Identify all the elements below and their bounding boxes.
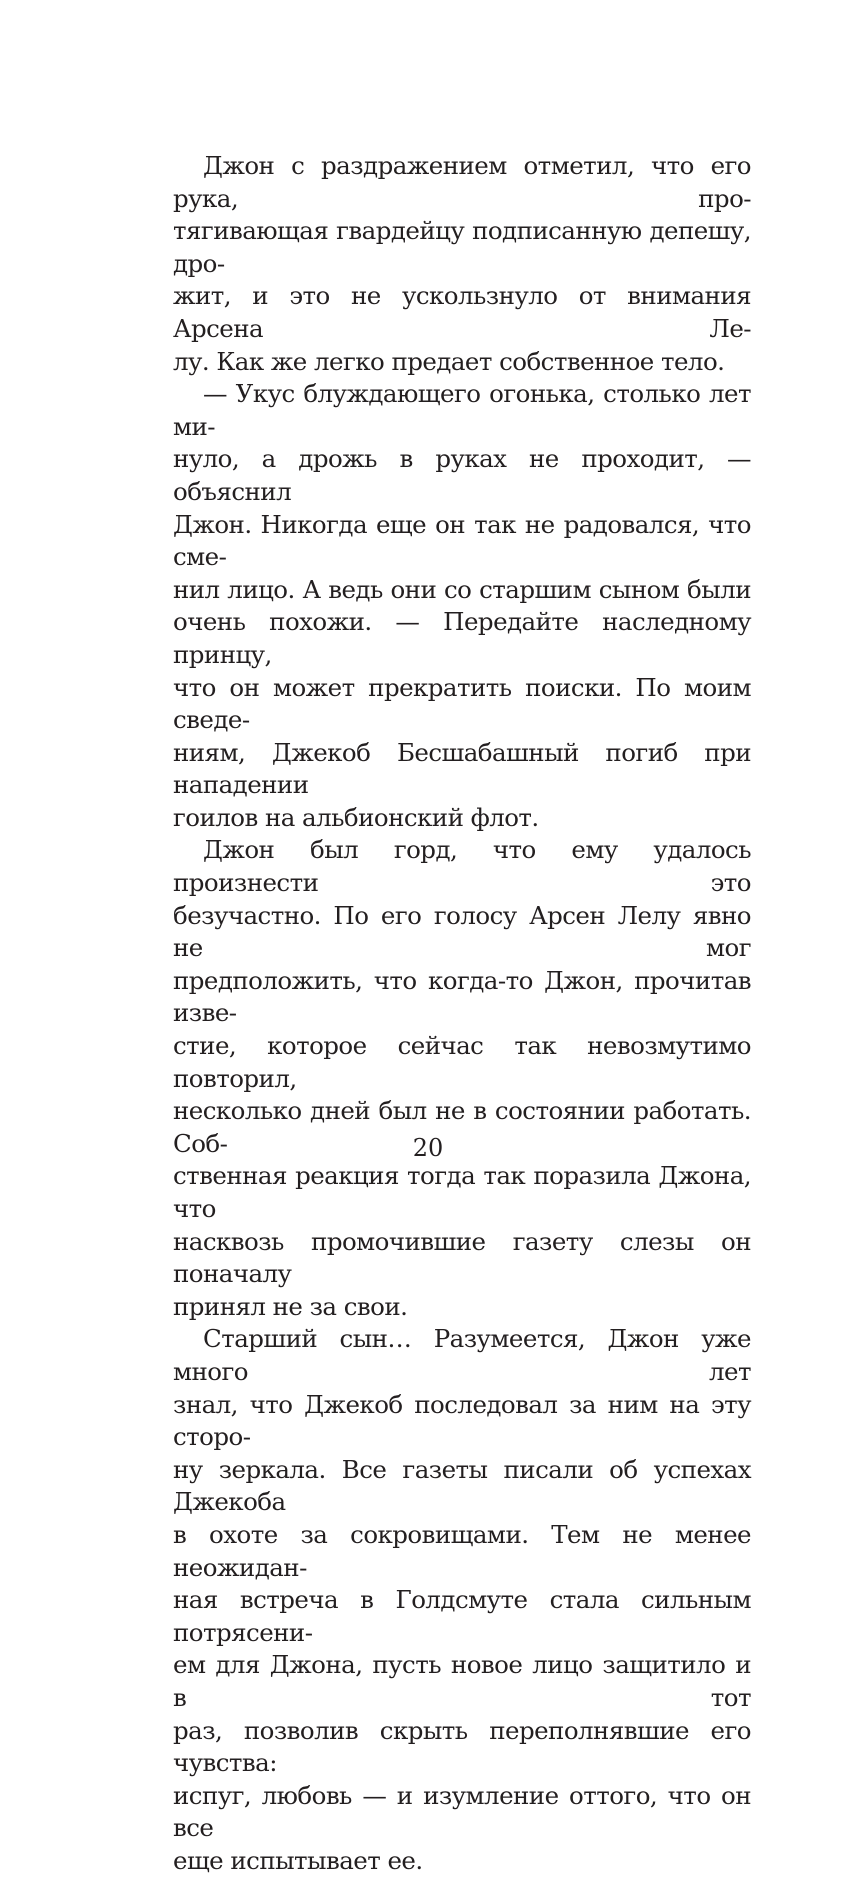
text-line: раз, позволив скрыть переполнявшие его чувства: xyxy=(173,1715,751,1778)
text-line: Джон. Никогда еще он так не радовался, что сме- xyxy=(173,509,751,572)
text-line: безучастно. По его голосу Арсен Лелу явно не мог xyxy=(173,900,751,963)
text-line: Старший сын… Разумеется, Джон уже много лет xyxy=(173,1324,751,1386)
text-line: лу. Как же легко предает собственное тело. xyxy=(173,346,725,376)
body-text xyxy=(173,150,751,1877)
text-line: ная встреча в Голдсмуте стала сильным потрясени- xyxy=(173,1585,751,1647)
text-line: принял не за свои. xyxy=(173,1291,408,1321)
paragraph-4 xyxy=(173,1323,751,1877)
text-line: очень похожи. — Передайте наследному принцу, xyxy=(173,607,751,669)
text-line: насквозь промочившие газету слезы он поначалу xyxy=(173,1226,751,1289)
text-line: нил лицо. А ведь они со старшим сыном были xyxy=(173,574,751,604)
text-line: знал, что Джекоб последовал за ним на эту сторо- xyxy=(173,1389,751,1452)
text-line: Джон был горд, что ему удалось произнести это xyxy=(173,835,751,898)
page-number: 20 xyxy=(412,1134,444,1162)
paragraph-2 xyxy=(173,378,751,834)
text-line: тягивающая гвардейцу подписанную депешу, дро- xyxy=(173,216,751,278)
text-line: ственная реакция тогда так поразила Джона, что xyxy=(173,1161,751,1223)
text-line: несколько дней был не в состоянии работать. Соб- xyxy=(173,1096,751,1158)
text-line: Джон с раздражением отметил, что его рука, про- xyxy=(173,151,751,213)
text-line: что он может прекратить поиски. По моим сведе- xyxy=(173,672,751,735)
text-line: ем для Джона, пусть новое лицо защитило и в тот xyxy=(173,1650,751,1712)
text-line: жит, и это не ускользнуло от внимания Арсена Ле- xyxy=(173,281,751,343)
paragraph-3 xyxy=(173,834,751,1323)
text-line: стие, которое сейчас так невозмутимо повторил, xyxy=(173,1031,751,1093)
text-line: ну зеркала. Все газеты писали об успехах Джекоба xyxy=(173,1454,751,1517)
text-line: предположить, что когда-то Джон, прочитав изве- xyxy=(173,965,751,1028)
text-line: в охоте за сокровищами. Тем не менее неожидан- xyxy=(173,1519,751,1582)
text-line: еще испытывает ее. xyxy=(173,1845,423,1875)
text-line: испуг, любовь — и изумление оттого, что он все xyxy=(173,1780,751,1843)
text-line: гоилов на альбионский флот. xyxy=(173,802,539,832)
paragraph-1 xyxy=(173,150,751,378)
text-line: нуло, а дрожь в руках не проходит, — объяснил xyxy=(173,444,751,506)
text-line: — Укус блуждающего огонька, столько лет ми- xyxy=(173,379,751,441)
text-line: ниям, Джекоб Бесшабашный погиб при нападении xyxy=(173,737,751,800)
